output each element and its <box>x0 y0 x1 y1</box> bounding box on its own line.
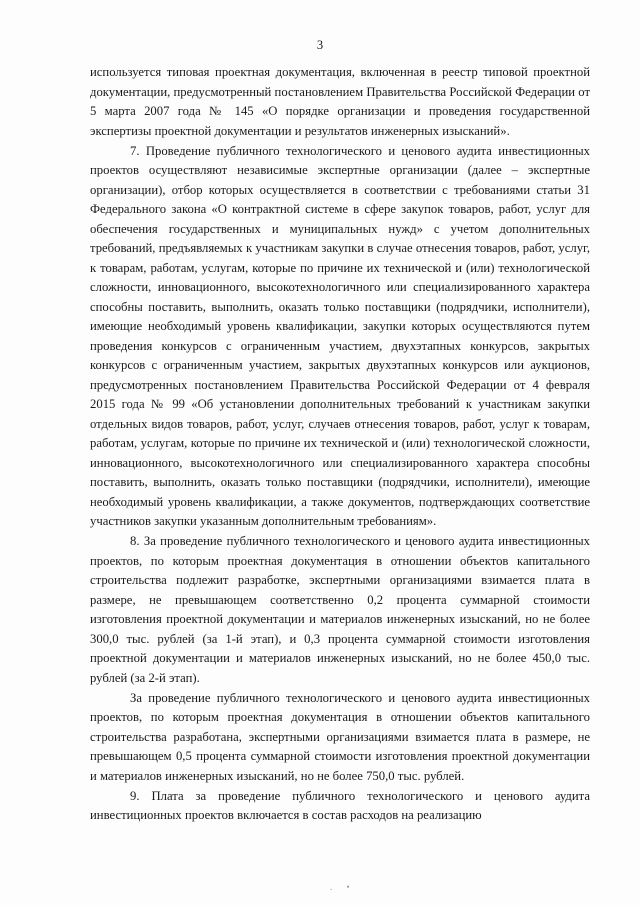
paragraph-8-second: За проведение публичного технологического и ценового аудита инвестиционных проектов, по которым проектная документация в отношении объектов капитального строительства разработана, экспертными организациями взимается плата в размере, не превышающем 0,5 процента суммарной стоимости изготовления проектной документации и материалов инженерных изысканий, но не более 750,0 тыс. рублей. <box>90 690 590 783</box>
scan-artifact-dots: . • <box>330 882 356 892</box>
paragraph-9: 9. Плата за проведение публичного технологического и ценового аудита инвестиционных проектов включается в состав расходов на реализацию <box>90 788 590 822</box>
paragraph-8: 8. За проведение публичного технологического и ценового аудита инвестиционных проектов, по которым проектная документация в отношении объектов капитального строительства подлежит разработке, экспертными организациями взимается плата в размере, не превышающем соответственно 0,2 процента суммарной стоимости изготовления проектной документации и материалов инженерных изысканий, но не более 300,0 тыс. рублей (за 1-й этап), и 0,3 процента суммарной стоимости изготовления проектной документации и материалов инженерных изысканий, но не более 450,0 тыс. рублей (за 2-й этап). <box>90 534 590 685</box>
paragraph-7: 7. Проведение публичного технологического и ценового аудита инвестиционных проектов осуществляют независимые экспертные организации (далее – экспертные организации), отбор которых осуществляется в соответствии с требованиями статьи 31 Федерального закона «О контрактной системе в сфере закупок товаров, работ, услуг для обеспечения государственных и муниципальных нужд» с учетом дополнительных требований, предъявляемых к участникам закупки в случае отнесения товаров, работ, услуг, к товарам, работам, услугам, которые по причине их технической и (или) технологической сложности, инновационного, высокотехнологичного или специализированного характера способны поставить, выполнить, оказать только поставщики (подрядчики, исполнители), имеющие необходимый уровень квалификации, закупки которых осуществляются путем проведения конкурсов с ограниченным участием, двухэтапных конкурсов, закрытых конкурсов с ограниченным участием, закрытых двухэтапных конкурсов или аукционов, предусмотренных постановлением Правительства Российской Федерации от 4 февраля 2015 года № 99 «Об установлении дополнительных требований к участникам закупки отдельных видов товаров, работ, услуг, случаев отнесения товаров, работ, услуг к товарам, работам, услугам, которые по причине их технической и (или) технологической сложности, инновационного, высокотехнологичного или специализированного характера способны поставить, выполнить, оказать только поставщики (подрядчики, исполнители), имеющие необходимый уровень квалификации, а также документов, подтверждающих соответствие участников закупки указанным дополнительным требованиям». <box>90 143 590 528</box>
paragraph-continuation: используется типовая проектная документация, включенная в реестр типовой проектной документации, предусмотренный постановлением Правительства Российской Федерации от 5 марта 2007 года № 145 «О порядке организации и проведения государственной экспертизы проектной документации и результатов инженерных изысканий». <box>90 65 590 138</box>
document-body <box>90 63 590 826</box>
page-number: 3 <box>316 38 324 52</box>
